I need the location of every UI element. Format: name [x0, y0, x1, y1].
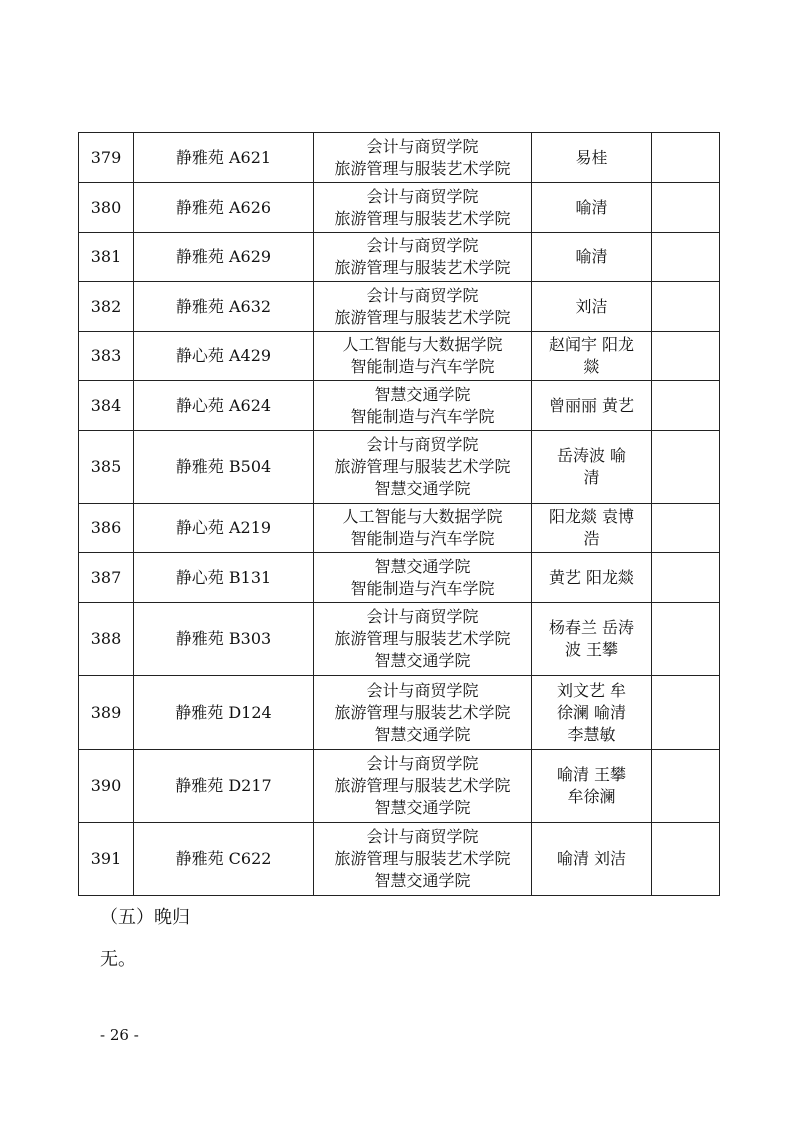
page-number: - 26 - [100, 1026, 139, 1044]
staff-names-cell: 赵闻宇 阳龙 燚 [532, 332, 652, 381]
dorm-room-cell: 静雅苑 A626 [134, 183, 314, 233]
staff-names-cell: 喻清 王攀 牟徐澜 [532, 750, 652, 823]
remark-cell [652, 603, 720, 676]
row-number-cell: 381 [79, 233, 134, 282]
staff-names-cell: 岳涛波 喻 清 [532, 431, 652, 504]
college-cell: 会计与商贸学院 旅游管理与服装艺术学院 [314, 183, 532, 233]
remark-cell [652, 823, 720, 896]
row-number-cell: 383 [79, 332, 134, 381]
college-cell: 会计与商贸学院 旅游管理与服装艺术学院 智慧交通学院 [314, 750, 532, 823]
table-row [79, 233, 720, 282]
college-cell: 会计与商贸学院 旅游管理与服装艺术学院 智慧交通学院 [314, 431, 532, 504]
table-row [79, 553, 720, 603]
staff-names-cell: 易桂 [532, 133, 652, 183]
table-row [79, 431, 720, 504]
college-cell: 会计与商贸学院 旅游管理与服装艺术学院 智慧交通学院 [314, 823, 532, 896]
table-row [79, 823, 720, 896]
remark-cell [652, 133, 720, 183]
staff-names-cell: 喻清 [532, 233, 652, 282]
staff-names-cell: 阳龙燚 袁博 浩 [532, 504, 652, 553]
remark-cell [652, 183, 720, 233]
row-number-cell: 390 [79, 750, 134, 823]
table-row [79, 603, 720, 676]
remark-cell [652, 676, 720, 750]
college-cell: 智慧交通学院 智能制造与汽车学院 [314, 381, 532, 431]
staff-names-cell: 曾丽丽 黄艺 [532, 381, 652, 431]
staff-names-cell: 黄艺 阳龙燚 [532, 553, 652, 603]
remark-cell [652, 431, 720, 504]
dorm-room-cell: 静雅苑 D217 [134, 750, 314, 823]
staff-names-cell: 刘文艺 牟 徐澜 喻清 李慧敏 [532, 676, 652, 750]
remark-cell [652, 381, 720, 431]
dorm-room-cell: 静心苑 B131 [134, 553, 314, 603]
staff-names-cell: 喻清 [532, 183, 652, 233]
college-cell: 会计与商贸学院 旅游管理与服装艺术学院 [314, 233, 532, 282]
table-row [79, 676, 720, 750]
section-heading: （五）晚归 [100, 907, 190, 928]
table-row [79, 750, 720, 823]
remark-cell [652, 504, 720, 553]
table-body [79, 133, 720, 896]
row-number-cell: 387 [79, 553, 134, 603]
row-number-cell: 379 [79, 133, 134, 183]
table-row [79, 381, 720, 431]
college-cell: 智慧交通学院 智能制造与汽车学院 [314, 553, 532, 603]
table-row [79, 282, 720, 332]
table-row [79, 133, 720, 183]
dorm-room-cell: 静心苑 A219 [134, 504, 314, 553]
college-cell: 会计与商贸学院 旅游管理与服装艺术学院 智慧交通学院 [314, 603, 532, 676]
dorm-room-cell: 静雅苑 A632 [134, 282, 314, 332]
staff-names-cell: 刘洁 [532, 282, 652, 332]
row-number-cell: 389 [79, 676, 134, 750]
college-cell: 人工智能与大数据学院 智能制造与汽车学院 [314, 504, 532, 553]
dorm-room-cell: 静心苑 A624 [134, 381, 314, 431]
dorm-room-cell: 静雅苑 B504 [134, 431, 314, 504]
remark-cell [652, 553, 720, 603]
college-cell: 会计与商贸学院 旅游管理与服装艺术学院 [314, 133, 532, 183]
dorm-room-cell: 静雅苑 A621 [134, 133, 314, 183]
college-cell: 会计与商贸学院 旅游管理与服装艺术学院 [314, 282, 532, 332]
row-number-cell: 384 [79, 381, 134, 431]
row-number-cell: 386 [79, 504, 134, 553]
remark-cell [652, 233, 720, 282]
dorm-room-cell: 静心苑 A429 [134, 332, 314, 381]
dormitory-inspection-table [78, 132, 720, 896]
row-number-cell: 380 [79, 183, 134, 233]
table-row [79, 504, 720, 553]
row-number-cell: 385 [79, 431, 134, 504]
dorm-room-cell: 静雅苑 B303 [134, 603, 314, 676]
dorm-room-cell: 静雅苑 C622 [134, 823, 314, 896]
staff-names-cell: 杨春兰 岳涛 波 王攀 [532, 603, 652, 676]
dorm-room-cell: 静雅苑 D124 [134, 676, 314, 750]
section-body-text: 无。 [100, 949, 136, 970]
college-cell: 会计与商贸学院 旅游管理与服装艺术学院 智慧交通学院 [314, 676, 532, 750]
table-row [79, 183, 720, 233]
row-number-cell: 382 [79, 282, 134, 332]
remark-cell [652, 750, 720, 823]
remark-cell [652, 332, 720, 381]
row-number-cell: 388 [79, 603, 134, 676]
college-cell: 人工智能与大数据学院 智能制造与汽车学院 [314, 332, 532, 381]
remark-cell [652, 282, 720, 332]
dorm-room-cell: 静雅苑 A629 [134, 233, 314, 282]
table-row [79, 332, 720, 381]
row-number-cell: 391 [79, 823, 134, 896]
staff-names-cell: 喻清 刘洁 [532, 823, 652, 896]
